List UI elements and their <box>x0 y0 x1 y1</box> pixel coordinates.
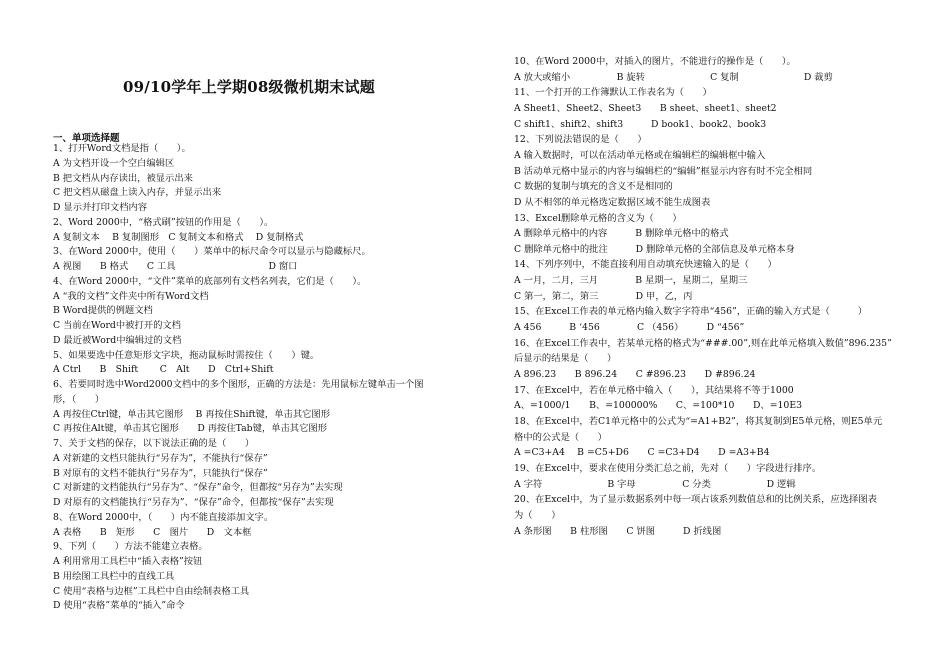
right-question-line: 12、下列说法错误的是（ ） <box>514 134 647 146</box>
right-question-line: A =C3+A4 B =C5+D6 C =C3+D4 D =A3+B4 <box>514 447 770 459</box>
left-question-line: A Ctrl B Shift C Alt D Ctrl+Shift <box>53 364 274 376</box>
left-question-line: D 最近被Word中编辑过的文档 <box>53 334 182 346</box>
right-question-line: A 896.23 B 896.24 C #896.23 D #896.24 <box>514 369 756 380</box>
left-question-line: A 表格 B 矩形 C 图片 D 文本框 <box>53 526 252 538</box>
left-question-line: 5、如果要选中任意矩形文字块，拖动鼠标时需按住（ ）键。 <box>53 349 320 361</box>
left-question-line: A 为文档开设一个空白编辑区 <box>53 157 175 169</box>
right-question-line: A 输入数据时，可以在活动单元格或在编辑栏的编辑框中输入 <box>514 149 766 161</box>
right-question-line: 11、一个打开的工作簿默认工作表名为（ ） <box>514 87 712 99</box>
left-question-line: 9、下列（ ）方法不能建立表格。 <box>53 541 208 553</box>
right-question-line: 19、在Excel中，要求在使用分类汇总之前，先对（ ）字段进行排序。 <box>514 462 822 474</box>
right-question-line: A 删除单元格中的内容 B 删除单元格中的格式 <box>514 228 729 240</box>
right-question-line: C 数据的复制与填充的含义不是相同的 <box>514 181 673 193</box>
left-question-line: A “我的文档”文件夹中所有Word文档 <box>53 290 209 302</box>
left-question-line: 1、打开Word文档是指（ ）。 <box>53 143 191 154</box>
left-question-line: 7、关于文档的保存，以下说法正确的是（ ） <box>53 438 255 449</box>
right-question-line: A 字符 B 字母 C 分类 D 逻辑 <box>514 478 796 490</box>
left-question-line: B Word提供的例题文档 <box>53 305 153 317</box>
right-question-line: A 456 B ‘456 C （456） D “456” <box>514 322 745 334</box>
left-question-line: 2、Word 2000中，“格式刷”按钮的作用是（ ）。 <box>53 216 274 228</box>
right-question-line: C shift1、shift2、shift3 D book1、book2、book3 <box>514 118 767 130</box>
right-question-line: D 从不相邻的单元格选定数据区域不能生成图表 <box>514 196 711 208</box>
section-title: 一、单项选择题 <box>53 133 120 144</box>
right-question-line: A、=1000/1 B、=100000% C、=100*10 D、=10E3 <box>514 400 803 412</box>
right-question-line: C 第一，第二，第三 D 甲，乙，丙 <box>514 290 693 302</box>
right-question-line: 格中的公式是（ ） <box>514 431 607 443</box>
left-question-line: C 当前在Word中被打开的文档 <box>53 320 181 331</box>
right-question-line: A 条形图 B 柱形图 C 饼图 D 折线图 <box>514 525 722 537</box>
right-question-line: 15、在Excel工作表的单元格内输入数字字符串“456”，正确的输入方式是（ ） <box>514 306 867 318</box>
right-question-line: A 一月，二月，三月 B 星期一，星期二，星期三 <box>514 275 748 287</box>
right-question-line: 10、在Word 2000中，对插入的图片，不能进行的操作是（ ）。 <box>514 56 796 67</box>
left-question-line: A 再按住Ctrl键，单击其它图形 B 再按住Shift键，单击其它图形 <box>53 408 331 420</box>
right-question-line: 13、Excel删除单元格的含义为（ ） <box>514 212 682 224</box>
left-question-line: D 使用“表格”菜单的“插入”命令 <box>53 600 185 612</box>
left-question-line: A 视图 B 格式 C 工具 D 窗口 <box>53 261 298 272</box>
right-question-line: B 活动单元格中显示的内容与编辑栏的“编辑”框显示内容有时不完全相同 <box>514 165 813 177</box>
right-question-line: 20、在Excel中，为了显示数据系列中每一项占该系列数值总和的比例关系，应选择图表 <box>514 494 877 506</box>
left-question-line: 8、在Word 2000中，（ ）内不能直接添加文字。 <box>53 511 274 523</box>
left-question-line: C 对新建的文档能执行“另存为”、“保存”命令，但都按“另存为”去实现 <box>53 482 343 494</box>
right-question-line: 为（ ） <box>514 509 561 521</box>
right-question-line: 18、在Excel中，若C1单元格中的公式为“=A1+B2”，将其复制到E5单元格，则E5单元 <box>514 415 883 427</box>
left-question-line: C 再按住Alt键，单击其它图形 D 再按住Tab键，单击其它图形 <box>53 423 327 435</box>
left-question-line: A 对新建的文档只能执行“另存为”，不能执行“保存” <box>53 452 268 464</box>
left-question-line: D 对原有的文档能执行“另存为”、“保存”命令，但都按“保存”去实现 <box>53 497 334 508</box>
right-question-line: A Sheet1、Sheet2、Sheet3 B sheet、sheet1、sheet2 <box>514 102 777 114</box>
left-question-line: 3、在Word 2000中，使用（ ）菜单中的标尺命令可以显示与隐藏标尺。 <box>53 246 371 258</box>
left-question-line: C 使用“表格与边框”工具栏中自由绘制表格工具 <box>53 585 250 597</box>
left-question-line: A 利用常用工具栏中“插入表格”按钮 <box>53 556 203 567</box>
left-question-line: B 把文档从内存读出，被显示出来 <box>53 172 193 184</box>
left-question-line: C 把文档从磁盘上读入内存，并显示出来 <box>53 187 222 199</box>
right-question-line: 14、下列序列中，不能直接利用自动填充快速输入的是（ ） <box>514 259 777 271</box>
left-question-line: B 用绘图工具栏中的直线工具 <box>53 570 175 582</box>
left-question-line: D 显示并打印文档内容 <box>53 202 148 213</box>
right-question-line: 17、在Excel中，若在单元格中输入（ ），其结果将不等于1000 <box>514 384 794 396</box>
page-title: 09/10学年上学期08级微机期末试题 <box>123 78 375 96</box>
left-question-line: 4、在Word 2000中，“文件”菜单的底部列有文档名列表，它们是（ ）。 <box>53 275 367 287</box>
left-question-line: A 复制文本 B 复制图形 C 复制文本和格式 D 复制格式 <box>53 231 304 243</box>
right-question-line: 16、在Excel工作表中，若某单元格的格式为“###.00”,则在此单元格填入数值”896.235” <box>514 337 892 349</box>
left-question-line: B 对原有的文档不能执行“另存为”，只能执行“保存” <box>53 467 268 479</box>
right-question-line: C 删除单元格中的批注 D 删除单元格的全部信息及单元格本身 <box>514 243 795 255</box>
left-question-line: 形，（ ） <box>53 393 105 405</box>
right-question-line: 后显示的结果是（ ） <box>514 353 617 365</box>
right-question-line: A 放大或缩小 B 旋转 C 复制 D 裁剪 <box>514 71 833 83</box>
left-question-line: 6、若要同时选中Word2000文档中的多个图形，正确的方法是：先用鼠标左键单击一个图 <box>53 379 424 390</box>
